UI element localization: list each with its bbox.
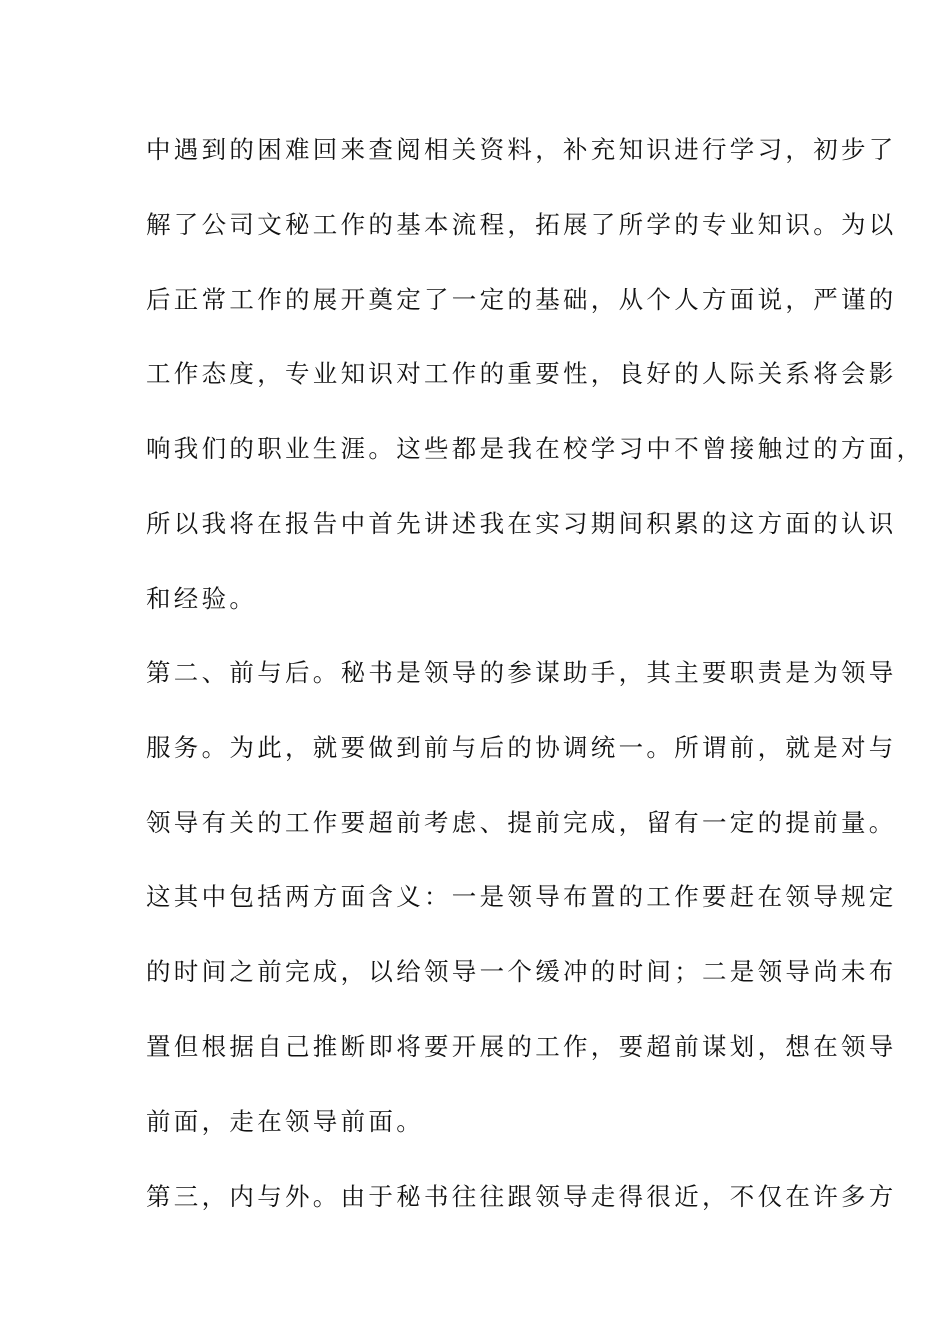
text-line: 服务。为此，就要做到前与后的协调统一。所谓前，就是对与 — [146, 733, 897, 762]
text-line: 前面，走在领导前面。 — [146, 1107, 424, 1136]
text-line: 中遇到的困难回来查阅相关资料，补充知识进行学习，初步了 — [146, 135, 897, 164]
text-line: 第三，内与外。由于秘书往往跟领导走得很近，不仅在许多方 — [146, 1182, 897, 1211]
text-line: 解了公司文秘工作的基本流程，拓展了所学的专业知识。为以 — [146, 210, 897, 239]
text-line: 工作态度，专业知识对工作的重要性，良好的人际关系将会影 — [146, 359, 897, 388]
text-line: 响我们的职业生涯。这些都是我在校学习中不曾接触过的方面， — [146, 434, 925, 463]
text-line: 置但根据自己推断即将要开展的工作，要超前谋划，想在领导 — [146, 1032, 897, 1061]
text-line: 后正常工作的展开奠定了一定的基础，从个人方面说，严谨的 — [146, 285, 897, 314]
text-line: 领导有关的工作要超前考虑、提前完成，留有一定的提前量。 — [146, 808, 897, 837]
text-line: 所以我将在报告中首先讲述我在实习期间积累的这方面的认识 — [146, 509, 897, 538]
text-line: 第二、前与后。秘书是领导的参谋助手，其主要职责是为领导 — [146, 658, 897, 687]
text-line: 的时间之前完成，以给领导一个缓冲的时间；二是领导尚未布 — [146, 957, 897, 986]
text-line: 和经验。 — [146, 584, 258, 613]
text-line: 这其中包括两方面含义：一是领导布置的工作要赶在领导规定 — [146, 882, 897, 911]
